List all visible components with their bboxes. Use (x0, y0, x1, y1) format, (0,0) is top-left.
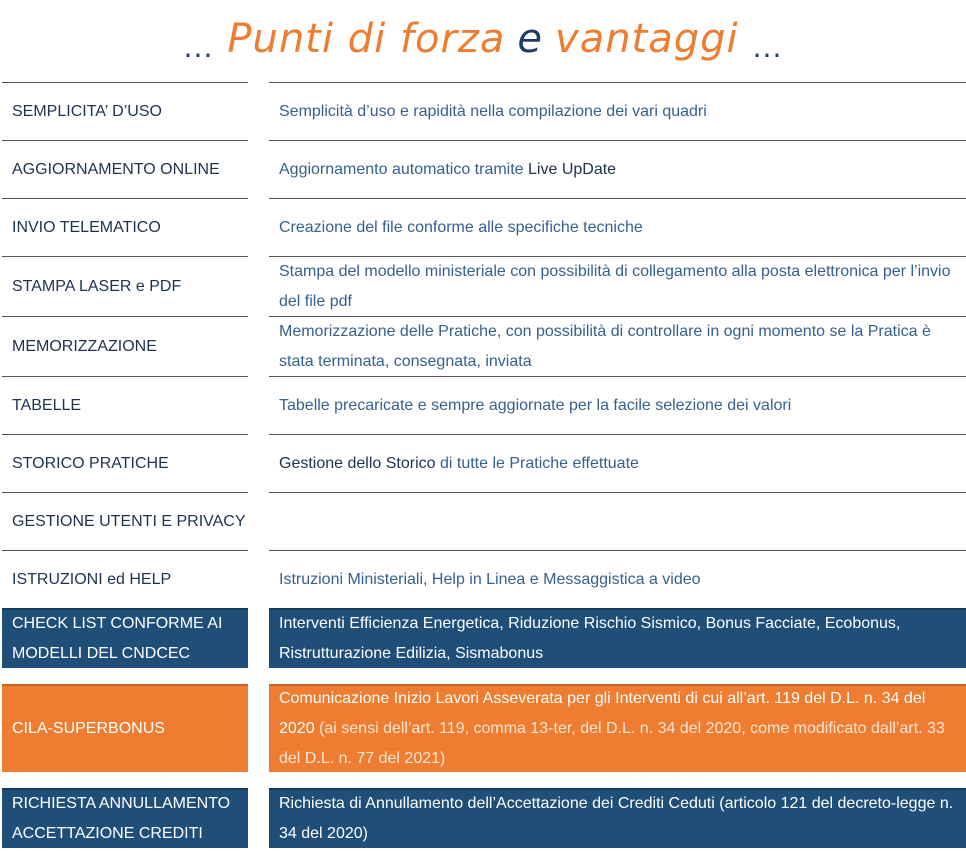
feature-label: SEMPLICITA’ D’USO (2, 82, 248, 140)
feature-row-stampa (0, 256, 966, 316)
feature-label: CILA-SUPERBONUS (2, 684, 248, 772)
feature-row-cila-superbonus (0, 684, 966, 772)
feature-description: Memorizzazione delle Pratiche, con possibilità di controllare in ogni momento se la Pratica è stata terminata, consegnata, inviata (269, 316, 966, 376)
feature-label: GESTIONE UTENTI E PRIVACY (2, 492, 248, 550)
title-dots-left: ... (183, 30, 214, 64)
feature-label: TABELLE (2, 376, 248, 434)
feature-description-text: di tutte le Pratiche effettuate (435, 454, 639, 472)
title-part-1: Punti di forza (227, 16, 506, 62)
feature-description-text: Comunicazione Inizio Lavori Asseverata per gli Interventi di cui all’art. 119 del D.L. n. 34 del 2020 (279, 690, 926, 737)
feature-row-check-list (0, 608, 966, 668)
feature-description (269, 140, 966, 198)
title-dots-right: ... (752, 30, 783, 64)
feature-label: AGGIORNAMENTO ONLINE (2, 140, 248, 198)
feature-description: Semplicità d’uso e rapidità nella compilazione dei vari quadri (269, 82, 966, 140)
title-conjunction: e (517, 16, 544, 62)
feature-label: CHECK LIST CONFORME AI MODELLI DEL CNDCEC (2, 608, 248, 668)
feature-label: INVIO TELEMATICO (2, 198, 248, 256)
feature-row-storico (0, 434, 966, 492)
feature-row-memorizzazione (0, 316, 966, 376)
feature-description: Creazione del file conforme alle specifiche tecniche (269, 198, 966, 256)
feature-description (269, 684, 966, 772)
feature-label: STORICO PRATICHE (2, 434, 248, 492)
feature-description-note: (ai sensi dell’art. 119, comma 13-ter, del D.L. n. 34 del 2020, come modificato dall’art. 33 del D.L. n. 77 del 2021) (279, 720, 945, 767)
features-table (0, 82, 966, 848)
feature-description-text: Aggiornamento automatico tramite (279, 160, 529, 178)
feature-row-annullamento (0, 788, 966, 848)
title-part-2: vantaggi (555, 16, 739, 62)
feature-description-emphasis: Gestione dello Storico (279, 454, 436, 472)
feature-description (269, 492, 966, 550)
feature-label: MEMORIZZAZIONE (2, 316, 248, 376)
feature-description (269, 434, 966, 492)
feature-label: STAMPA LASER e PDF (2, 256, 248, 316)
feature-description: Interventi Efficienza Energetica, Riduzione Rischio Sismico, Bonus Facciate, Ecobonus, Ristrutturazione Edilizia, Sismabonus (269, 608, 966, 668)
feature-description: Richiesta di Annullamento dell’Accettazione dei Crediti Ceduti (articolo 121 del decreto-legge n. 34 del 2020) (269, 788, 966, 848)
feature-description-emphasis: Live UpDate (528, 160, 617, 178)
feature-row-gestione-utenti (0, 492, 966, 550)
feature-row-aggiornamento (0, 140, 966, 198)
feature-row-semplicita (0, 82, 966, 140)
feature-row-invio (0, 198, 966, 256)
page-title (0, 0, 966, 78)
feature-description: Stampa del modello ministeriale con possibilità di collegamento alla posta elettronica per l’invio del file pdf (269, 256, 966, 316)
feature-label: RICHIESTA ANNULLAMENTO ACCETTAZIONE CREDITI (2, 788, 248, 848)
feature-row-istruzioni (0, 550, 966, 608)
feature-row-tabelle (0, 376, 966, 434)
feature-description: Tabelle precaricate e sempre aggiornate per la facile selezione dei valori (269, 376, 966, 434)
feature-description: Istruzioni Ministeriali, Help in Linea e Messaggistica a video (269, 550, 966, 608)
feature-label: ISTRUZIONI ed HELP (2, 550, 248, 608)
